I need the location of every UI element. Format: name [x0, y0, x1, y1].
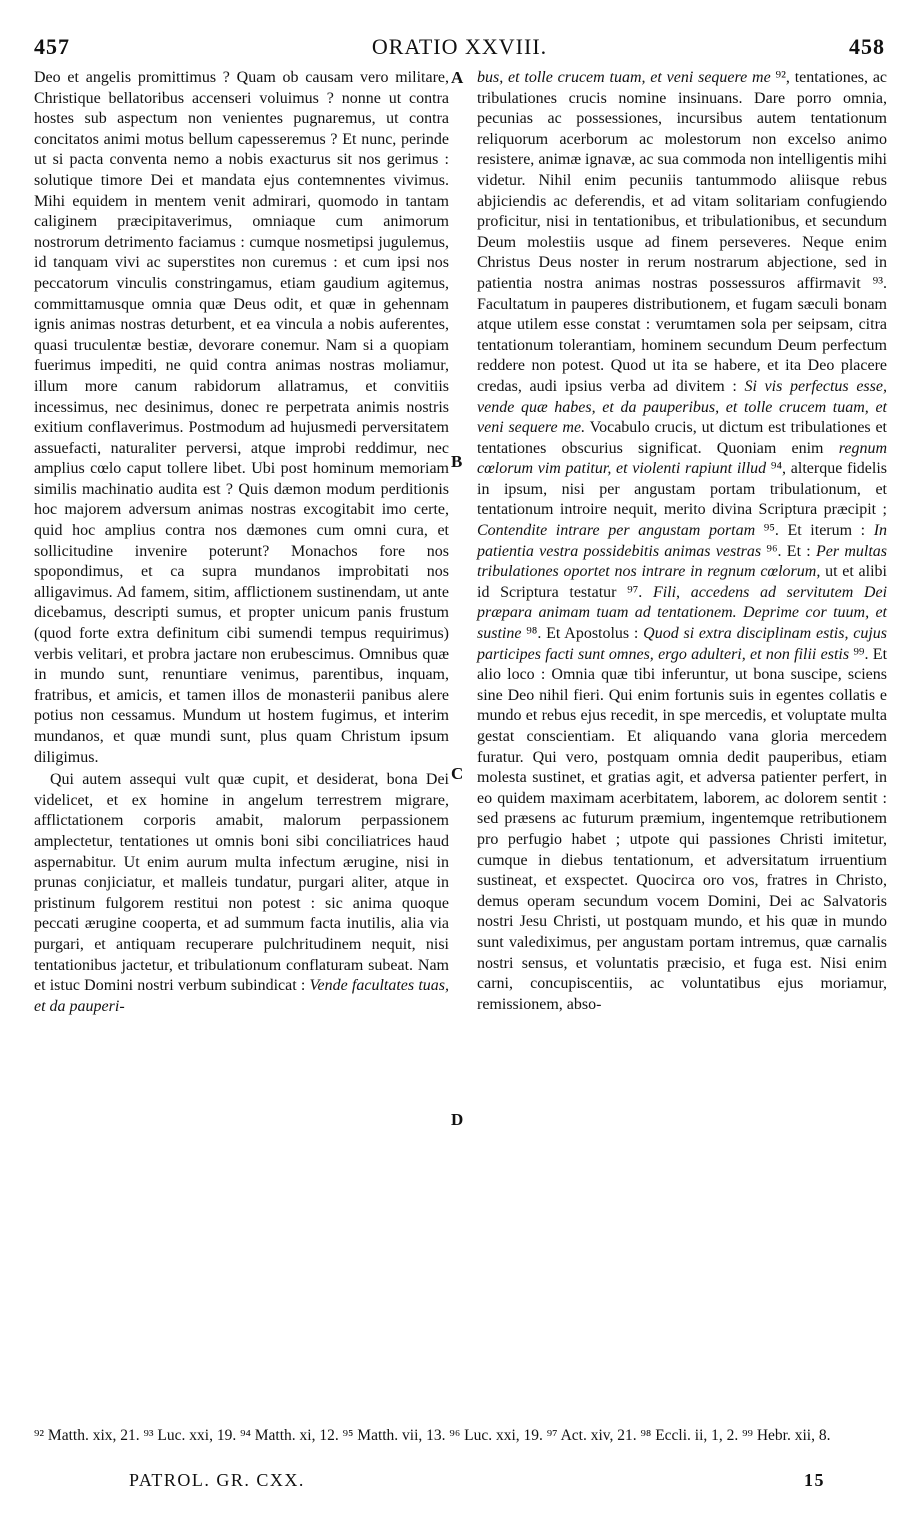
- left-column: [34, 68, 449, 1017]
- footnote-ref-94: ⁹⁴,: [766, 460, 791, 478]
- footnote-ref-93: ⁹³.: [860, 274, 888, 292]
- footnote-ref-99: ⁹⁹.: [849, 645, 873, 663]
- margin-mark-a: A: [451, 68, 464, 87]
- right-column: [477, 68, 887, 1015]
- quote-matth-19-21-end: bus, et tolle crucem tuam, et veni sequere me: [477, 69, 771, 86]
- right-text-3: Vocabulo crucis, ut dictum est tribulationes et tentationes obscurius significat. Quoniam enim: [477, 419, 887, 457]
- left-paragraph-2-text: Qui autem assequi vult quæ cupit, et desiderat, bona Dei videlicet, et ex homine in angelum terrestrem migrare, afflictationem corporis amabit, malorum perpassionem amplectetur, tentationes ut omnis boni sibi conciliatrices haud aspernabitur. Ut enim aurum multa infectum ærugine, nisi in prunas conjiciatur, et malleis tundatur, purgari aliter, atque in pristinum fulgorem restitui non potest : sic anima quoque peccati ærugine cooperta, et ad summum facta inutilis, alia via purgari, et antiquam recuperare pulchritudinem nequit, nisi tentationibus jactetur, et tribulationum conflaturam subeat. Nam et istuc Domini nostri verbum subindicat :: [34, 771, 449, 995]
- right-text-9: Et alio loco : Omnia quæ tibi inferuntur, ut bona suscipe, sciens sine Deo nihil fieri. Qui enim fortunis suis in egentes collatis e mundo et rebus ejus recedit, in spe mercedis, et voluptate multa gestat conscientiam. Et aliquando vana gloria mercedem furatur. Qui vero, postquam omnia dedit pauperibus, etiam molesta sustinet, et gratias agit, et adversa patienter perfert, in eo quidem maximam acerbitatem, laborem, ac dolorem sentit : sed præsens ac futurum præmium, ingentemque retributionem pro perfugio habet ; utpote qui passiones Christi imitetur, cumque in diebus tentationum, et adversitatum irruentium sustineat, et exspectet. Quocirca oro vos, fratres in Christo, demus operam secundum vocem Domini, Dei ac Salvatoris nostri Jesu Christi, ut postquam mundo, et his quæ in mundo sunt valediximus, per angustam portam intremus, quæ carnalis nostri sensus, et voluntatis præcisio, et fuga est. Nisi enim carni, concupiscentiis, ac voluntatibus ejus moriamur, remissionem, abso-: [477, 645, 888, 1013]
- right-text-6: Et :: [786, 542, 816, 560]
- margin-mark-c: C: [451, 764, 464, 783]
- right-paragraph: [477, 68, 887, 1015]
- page-number-left: 457: [34, 34, 70, 59]
- series-signature: PATROL. GR. CXX.: [129, 1470, 305, 1490]
- right-text-7: ut et alibi id Scriptura testatur: [477, 563, 887, 601]
- footnote-ref-98: ⁹⁸.: [521, 625, 547, 643]
- quote-contendite-intrare: Contendite intrare per angustam portam: [477, 522, 756, 540]
- right-text-4: alterque fidelis in ipsum, nisi per angustam portam tribulationum, et tentationum introire nequit, merito divina Scriptura præcipit ;: [477, 460, 888, 519]
- signature-number: 15: [804, 1470, 825, 1490]
- quote-regnum-coelorum: regnum cœlorum vim patitur, et violenti rapiunt illud: [477, 439, 887, 478]
- quote-fili-accedens: Fili, accedens ad servitutem Dei præpara animam tuam ad tentationem. Deprime cor tuum, et sustine: [477, 583, 888, 643]
- right-text-2: Facultatum in pauperes distributionem, et fugam sæculi bonam atque utilem esse constat : verumtamen sola per seipsam, citra tentationum tolerantiam, hominem secundum Deum perfectum reddere non potest. Quod ut ita se habere, et ita Deo placere credas, audi ipsius verba ad divitem :: [477, 295, 887, 395]
- right-text-1: tentationes, ac tribulationes crucis nomine insinuans. Dare porro omnia, pecunias ac possessiones, incursibus autem tentationum reliquorum acerborum ac molestorum non excelso animo resistere, animæ ignavæ, ac sua commoda non intelligentis mihi videtur. Nihil enim pecuniis tantummodo aliisque rebus abjiciendis ac deferendis, et ad vitam solitariam confugiendo proficitur, nisi in tentationibus, et tribulationibus, et secundum Deum molestiis usque ad finem perseveres. Neque enim Christus Deus noster in rerum nostrarum abjectione, sed in patientia nostra animas nostras possessuros affirmavit: [477, 69, 888, 292]
- page-number-right: 458: [849, 34, 885, 59]
- footnote-ref-96: ⁹⁶.: [761, 542, 787, 560]
- quote-si-vis-perfectus: Si vis perfectus esse, vende quæ habes, et da pauperibus, et tolle crucem tuam, et veni sequere me.: [477, 377, 887, 437]
- left-paragraph-2: [34, 770, 449, 1017]
- quote-per-multas: Per multas tribulationes oportet nos intrare in regnum cœlorum,: [477, 542, 887, 581]
- page-header: [34, 34, 885, 62]
- footnote-ref-92: ⁹²,: [770, 69, 795, 86]
- footnote-ref-97: ⁹⁷.: [616, 583, 653, 601]
- left-paragraph-2-quote: Vende facultates tuas, et da pauperi-: [34, 977, 449, 1015]
- margin-mark-d: D: [451, 1110, 464, 1129]
- footnote-ref-95: ⁹⁵.: [755, 522, 788, 540]
- footnotes: ⁹² Matth. xix, 21. ⁹³ Luc. xxi, 19. ⁹⁴ Matth. xi, 12. ⁹⁵ Matth. vii, 13. ⁹⁶ Luc. xxi, 19. ⁹⁷ Act. xiv, 21. ⁹⁸ Eccli. ii, 1, 2. ⁹⁹ Hebr. xii, 8.: [34, 1427, 831, 1444]
- right-text-8: Et Apostolus :: [546, 625, 644, 643]
- margin-mark-b: B: [451, 452, 463, 471]
- quote-quod-si-extra: Quod si extra disciplinam estis, cujus participes facti sunt omnes, ergo adulteri, et non filii estis: [477, 625, 888, 663]
- quote-in-patientia: In patientia vestra possidebitis animas vestras: [477, 522, 888, 560]
- left-paragraph-1: Deo et angelis promittimus ? Quam ob causam vero militare, Christique bellatoribus accenseri voluimus ? nonne ut contra hostes sub aspectum non venientes pugnaremus, ut contra concitatos animi motus bellum capesseremus ? Et nunc, perinde ut si pacta conventa nemo a nobis exacturus sit nos gerimus : solutique timore Dei et mandata ejus contemnentes vivimus. Mihi equidem in mentem venit admirari, quomodo in tantam caliginem præcipitaverimus, omniaque cum animorum nostrorum detrimento faciamus : cumque nosmetipsi jugulemus, id tanquam vivi ac superstites non curemus : et cum ipsi nos peccatorum vinculis constringamus, etiam gaudium agitemus, committamusque omnia quæ Deus odit, et quæ in gehennam ignis animas nostras deturbent, et ea vincula a nobis auferentes, quasi truculentæ bestiæ, devorare conemur. Nam si a quopiam fuerimus impediti, ne quid contra animas nostras moliamur, illum more canum rabidorum allatramus, et convitiis incessimus, nec desinimus, donec re perpetrata animis nostris exitium conflaverimus. Postmodum ad hujusmedi perversitatem assuefacti, naturaliter perversi, atque improbi reddimur, nec amplius cœlo caput tollere libet. Ubi post hominum memoriam similis machinatio audita est ? Quis dæmon modum perditionis hoc majorem adversum animas nostras excogitabit imo certe, quid hoc amplius contra nos dæmones cum omni cura, et sollicitudine invenire poterunt? Monachos fore nos spopondimus, et ca supra mundanos improbitati nos alligavimus. Ad famem, sitim, afflictionem sustinendam, ut ante dicebamus, descripti sumus, et propter unicum panis frustum (quod forte extra definitum cibi sumendi tempus requirimus) verbis velitari, et probra jactare non erubescimus. Omnibus quæ in mundo sunt, renuntiare venimus, parentibus, inquam, fratribus, et amicis, et tamen illos de monasterii panibus alere potius non cessamus. Mundum ut hostem fugimus, et interim mundanos, et quæ mundi sunt, plus quam Christum ipsum diligimus.: [34, 69, 449, 766]
- right-text-5: Et iterum :: [787, 522, 874, 540]
- page-title: ORATIO XXVIII.: [371, 34, 548, 59]
- page-footer: [34, 1470, 885, 1496]
